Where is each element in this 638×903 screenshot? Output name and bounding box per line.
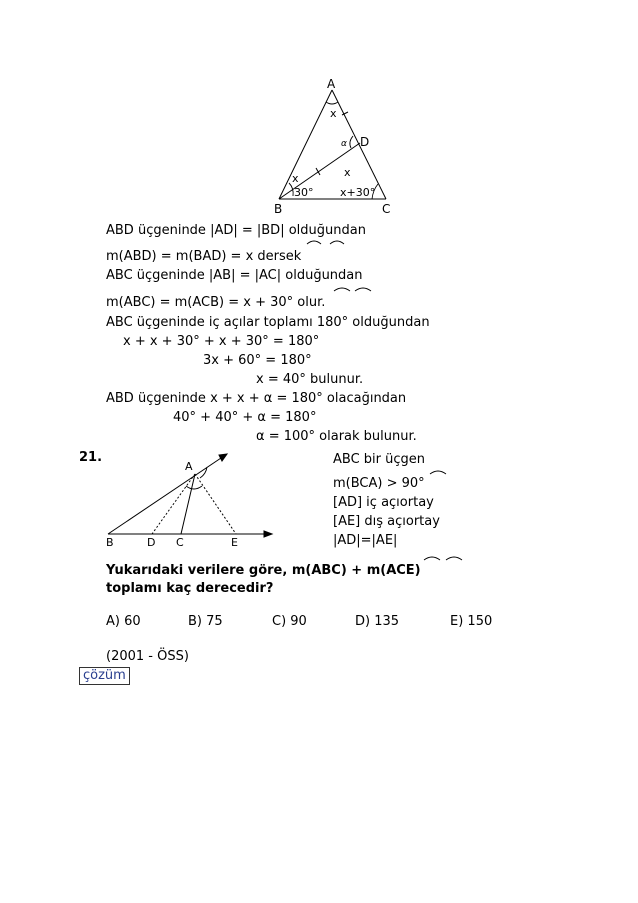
- ray-ba-arrow: [219, 454, 227, 461]
- angle-label-x-mid: x: [344, 166, 351, 179]
- solution-line-2: m(ABD) = m(BAD) = x dersek: [106, 249, 302, 264]
- given-4: [AE] dış açıortay: [333, 514, 440, 529]
- bisector-ae: [195, 474, 236, 534]
- solution-link-button[interactable]: çözüm: [79, 667, 130, 685]
- vertex-b-label: B: [106, 536, 114, 549]
- solution-line-5: ABC üçgeninde iç açılar toplamı 180° olduğundan: [106, 315, 430, 330]
- vertex-b-label: B: [274, 202, 283, 216]
- ray-be-arrow: [264, 531, 272, 537]
- point-d-label: D: [360, 135, 370, 149]
- angle-label-x-b: x: [292, 172, 299, 185]
- point-d-label: D: [147, 536, 156, 549]
- question-prompt-line-1: Yukarıdaki verilere göre, m(ABC) + m(ACE): [106, 563, 421, 578]
- angle-label-30: 30°: [294, 186, 314, 199]
- option-e[interactable]: E) 150: [450, 614, 493, 629]
- angle-label-x-plus-30: x+30°: [340, 186, 376, 199]
- angle-label-x-top: x: [330, 107, 337, 120]
- given-2: m(BCA) > 90°: [333, 476, 425, 491]
- vertex-c-label: C: [382, 202, 391, 216]
- question-number: 21.: [79, 450, 103, 465]
- solution-line-3: ABC üçgeninde |AB| = |AC| olduğundan: [106, 268, 363, 283]
- solution-line-9: ABD üçgeninde x + x + α = 180° olacağından: [106, 391, 407, 406]
- solution-line-10: 40° + 40° + α = 180°: [173, 410, 317, 425]
- source-label: (2001 - ÖSS): [106, 649, 189, 664]
- solution-line-4: m(ABC) = m(ACB) = x + 30° olur.: [106, 295, 326, 310]
- given-3: [AD] iç açıortay: [333, 495, 434, 510]
- vertex-c-label: C: [176, 536, 184, 549]
- option-c[interactable]: C) 90: [272, 614, 307, 629]
- vertex-a-label: A: [185, 460, 193, 473]
- vertex-a-label: A: [327, 77, 336, 91]
- given-1: ABC bir üçgen: [333, 452, 426, 467]
- solution-line-11: α = 100° olarak bulunur.: [256, 429, 417, 444]
- solution-line-8: x = 40° bulunur.: [256, 372, 364, 387]
- solution-line-6: x + x + 30° + x + 30° = 180°: [123, 334, 320, 349]
- solution-line-7: 3x + 60° = 180°: [203, 353, 312, 368]
- question-prompt-line-2: toplamı kaç derecedir?: [106, 581, 274, 596]
- option-d[interactable]: D) 135: [355, 614, 400, 629]
- bisector-ad: [152, 474, 195, 534]
- point-e-label: E: [231, 536, 238, 549]
- solution-line-1: ABD üçgeninde |AD| = |BD| olduğundan: [106, 223, 366, 238]
- given-5: |AD|=|AE|: [333, 533, 398, 548]
- angle-label-alpha: α: [341, 139, 347, 149]
- option-b[interactable]: B) 75: [188, 614, 223, 629]
- option-a[interactable]: A) 60: [106, 614, 141, 629]
- angle-arc-a-21: [186, 486, 202, 489]
